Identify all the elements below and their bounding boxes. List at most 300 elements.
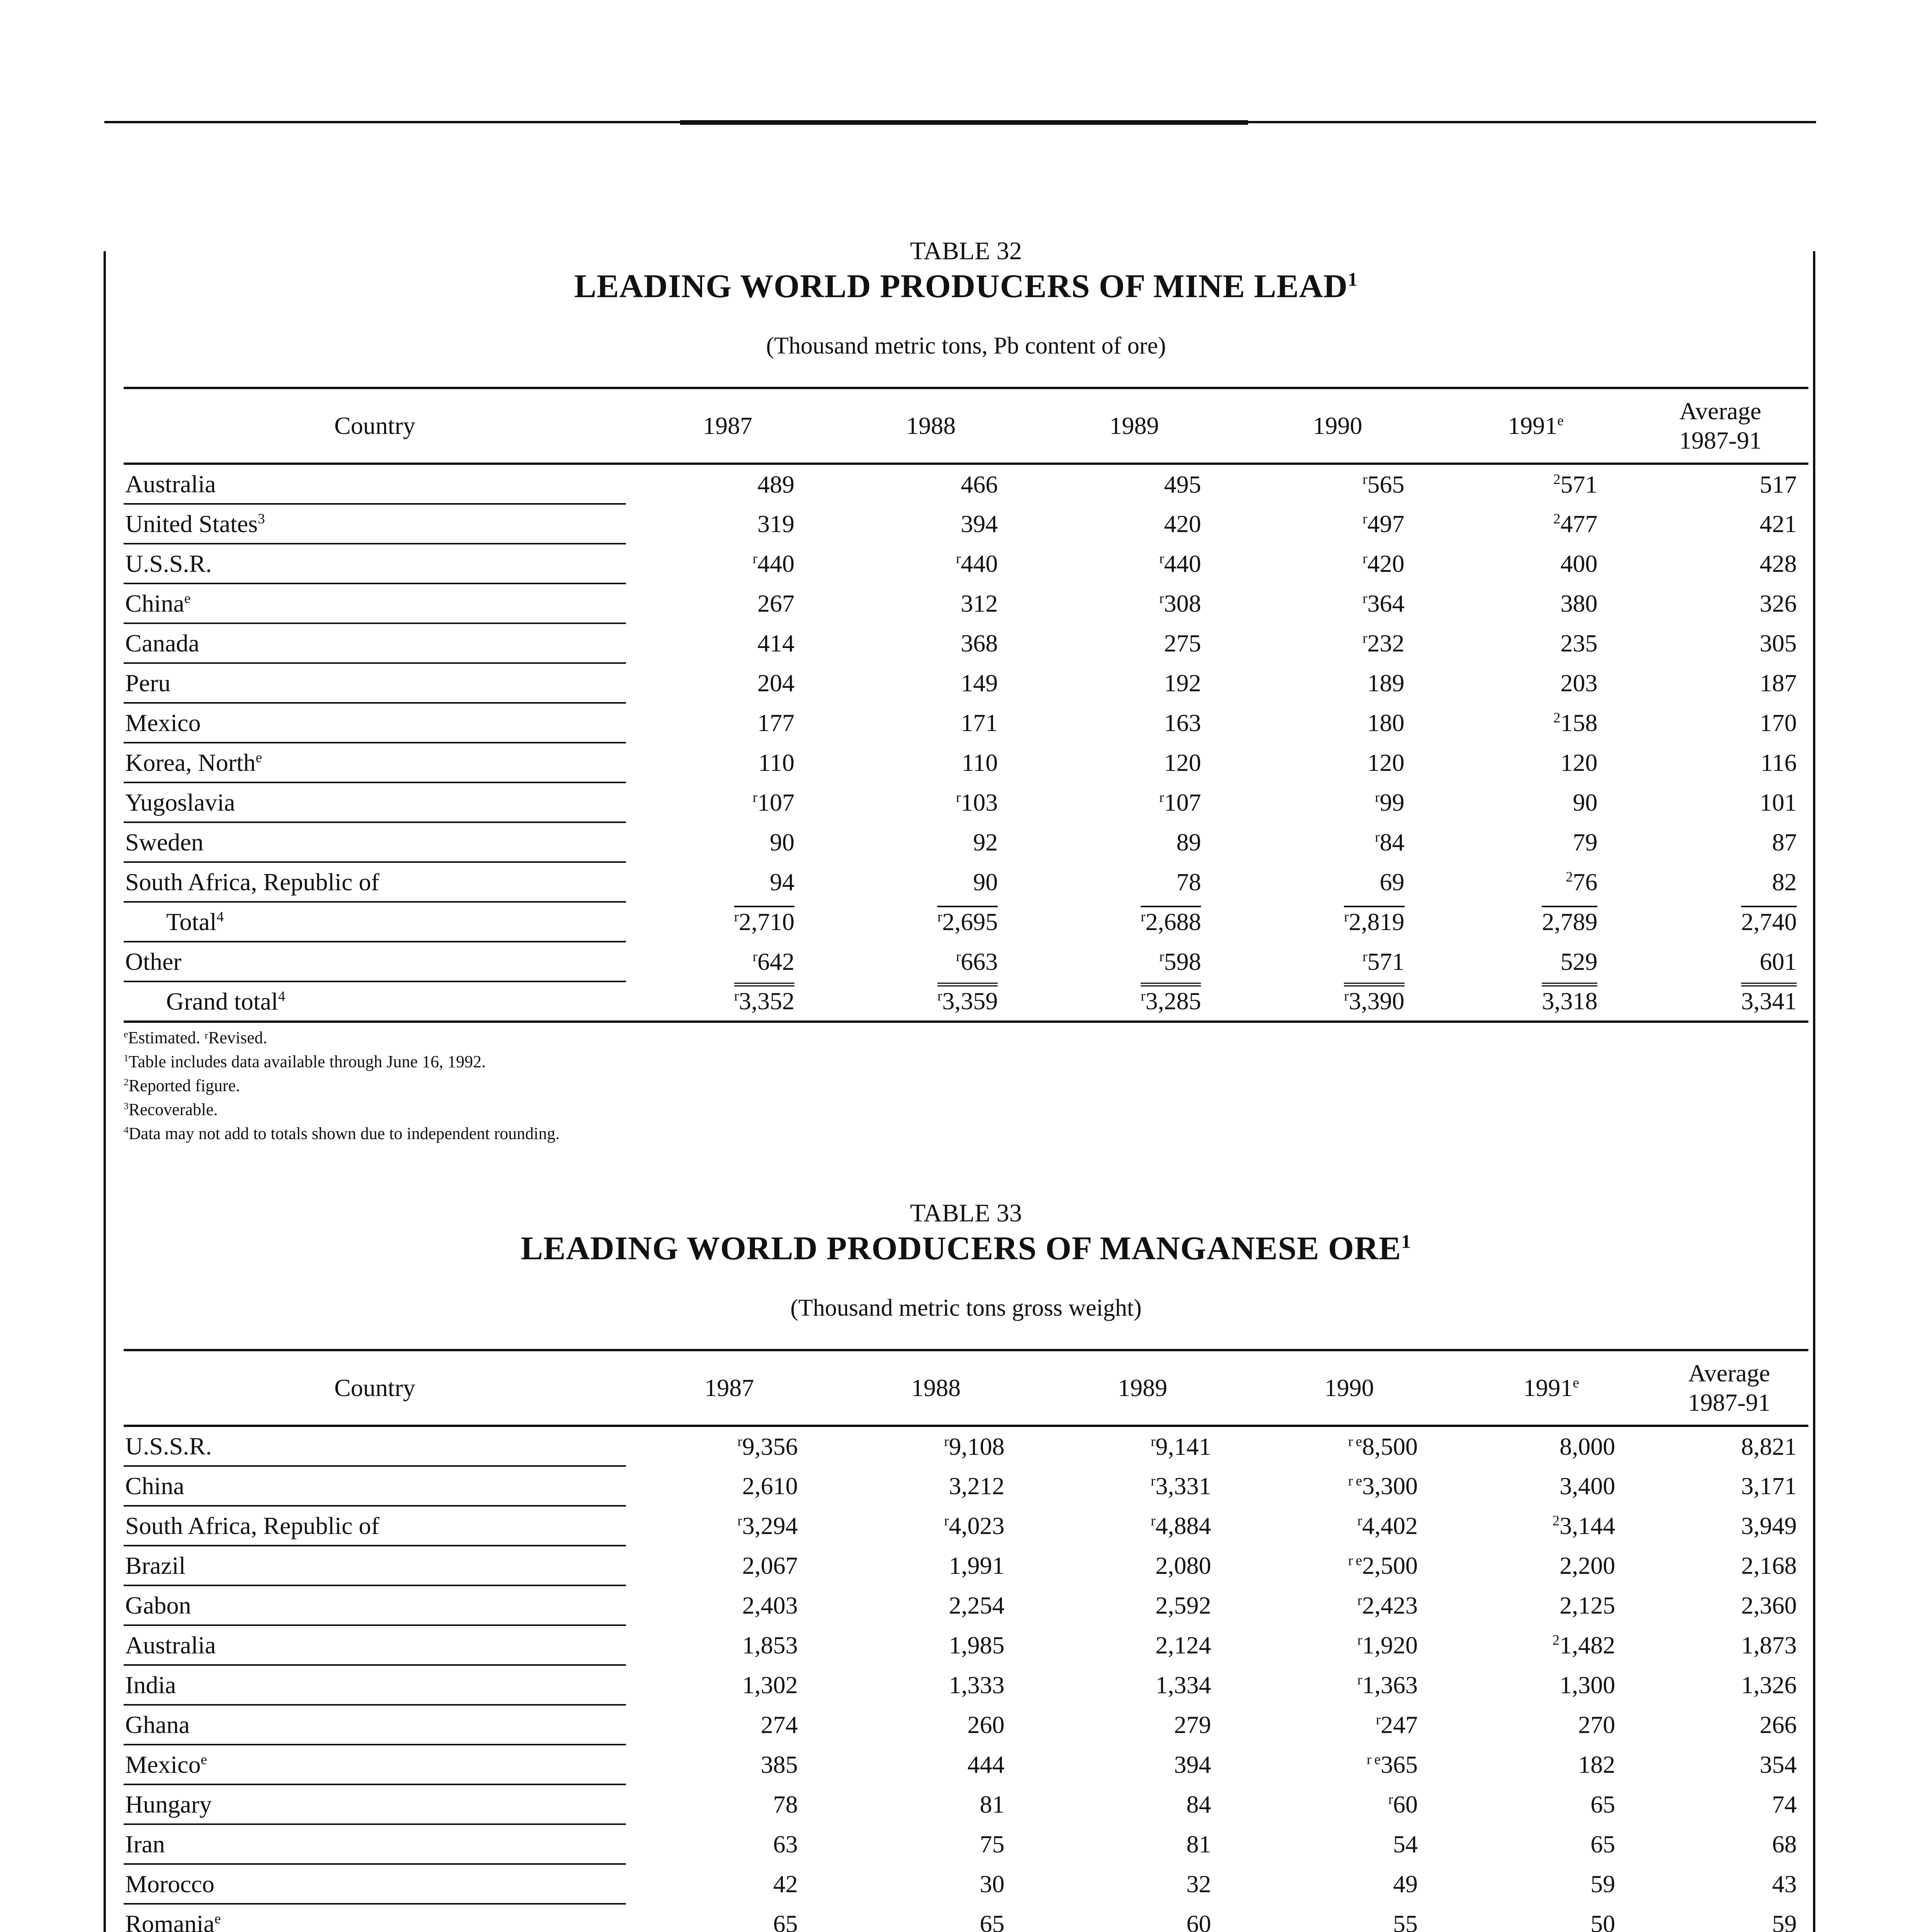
value-wrap — [737, 1512, 798, 1539]
value-text: 2,124 — [1155, 1631, 1211, 1659]
value-cell — [626, 1506, 833, 1546]
value-mark: r — [1362, 949, 1367, 965]
col-header-label: Average — [1688, 1359, 1770, 1387]
value-wrap — [1560, 1671, 1615, 1699]
value-text: 2,592 — [1155, 1591, 1211, 1619]
value-text: 571 — [1560, 470, 1598, 498]
table-row — [124, 504, 1808, 544]
value-wrap — [1772, 1791, 1797, 1818]
value-wrap — [1164, 629, 1201, 657]
value-mark: r e — [1348, 1553, 1362, 1569]
country-cell — [124, 1824, 626, 1864]
value-wrap — [1141, 906, 1201, 935]
table-row — [124, 1824, 1808, 1864]
value-wrap — [1566, 868, 1598, 896]
value-text: 601 — [1760, 947, 1797, 975]
value-text: 78 — [773, 1790, 798, 1818]
value-cell — [1032, 663, 1236, 703]
table-row — [124, 583, 1808, 623]
value-text: 3,318 — [1542, 987, 1598, 1015]
value-cell — [626, 703, 829, 743]
value-wrap — [1772, 868, 1797, 896]
value-wrap — [1741, 906, 1797, 935]
value-wrap — [1760, 510, 1797, 537]
footnote-mark: 2 — [124, 1076, 129, 1088]
value-wrap — [1174, 1751, 1211, 1778]
value-cell — [1246, 1864, 1452, 1904]
value-text: 8,000 — [1560, 1432, 1616, 1460]
value-wrap — [949, 1671, 1005, 1699]
value-wrap — [757, 471, 794, 498]
country-cell — [124, 623, 626, 663]
value-wrap — [1357, 1631, 1418, 1659]
value-text: 30 — [980, 1870, 1005, 1898]
value-text: 2,500 — [1362, 1551, 1418, 1579]
footnote-mark: 4 — [124, 1124, 129, 1136]
table-row — [124, 1864, 1808, 1904]
value-cell — [1632, 902, 1808, 942]
value-wrap — [1741, 983, 1797, 1015]
value-text: 571 — [1367, 947, 1405, 975]
value-wrap — [1367, 709, 1405, 736]
value-text: 266 — [1760, 1711, 1797, 1738]
value-mark: r — [1362, 630, 1367, 646]
value-cell — [1246, 1745, 1452, 1784]
country-name: United States — [125, 510, 258, 537]
value-text: 529 — [1560, 947, 1598, 975]
value-wrap — [742, 1552, 798, 1579]
value-wrap — [1362, 550, 1404, 577]
value-text: 319 — [757, 510, 795, 537]
value-text: 3,400 — [1560, 1472, 1616, 1500]
col-header: 1990 — [1246, 1350, 1452, 1426]
value-wrap — [973, 828, 998, 856]
value-wrap — [980, 1791, 1005, 1818]
value-mark: r — [1150, 1434, 1156, 1450]
value-text: 1,333 — [949, 1671, 1005, 1699]
value-cell — [626, 822, 829, 862]
value-text: 598 — [1164, 947, 1201, 975]
value-wrap — [1164, 510, 1201, 537]
value-cell — [833, 1904, 1039, 1932]
value-cell — [626, 1585, 833, 1625]
value-mark: r — [752, 551, 758, 567]
country-name: Sweden — [125, 828, 204, 856]
col-header: 1987 — [626, 1350, 833, 1426]
value-wrap — [1760, 629, 1797, 657]
value-cell — [1032, 782, 1236, 822]
table-number: TABLE 33 — [910, 1199, 1022, 1227]
footnote-line — [124, 1026, 1808, 1050]
value-wrap — [956, 948, 998, 975]
country-cell — [124, 663, 626, 703]
value-cell — [1632, 583, 1808, 623]
value-text: 247 — [1381, 1711, 1418, 1738]
col-header — [1439, 388, 1633, 464]
country-name: China — [125, 589, 184, 617]
value-cell — [1039, 1506, 1246, 1546]
table-row — [124, 862, 1808, 902]
value-text: 2,740 — [1741, 908, 1797, 935]
value-wrap — [1376, 1711, 1418, 1738]
value-wrap — [1164, 471, 1201, 498]
footnote-mark: 4 — [278, 988, 286, 1005]
country-cell — [124, 981, 626, 1022]
value-text: 120 — [1164, 748, 1201, 776]
value-cell — [1632, 981, 1808, 1022]
value-cell — [1039, 1705, 1246, 1745]
value-text: 1,853 — [742, 1631, 798, 1659]
value-wrap — [956, 550, 998, 577]
value-cell — [626, 782, 829, 822]
col-header-label: 1987-91 — [1688, 1389, 1770, 1416]
col-header-label: 1987-91 — [1679, 427, 1762, 454]
country-cell — [124, 504, 626, 544]
value-cell — [626, 1864, 833, 1904]
value-text: 3,285 — [1145, 987, 1201, 1015]
value-text: 2,125 — [1560, 1591, 1616, 1619]
value-text: 2,423 — [1362, 1591, 1418, 1619]
value-wrap — [1741, 1552, 1797, 1579]
value-wrap — [1367, 1751, 1418, 1778]
value-cell — [1236, 782, 1439, 822]
value-wrap — [980, 1830, 1005, 1858]
value-wrap — [1573, 789, 1597, 816]
col-header-label: 1991 — [1508, 412, 1558, 439]
value-cell — [829, 782, 1032, 822]
footnote-line — [124, 1074, 1808, 1098]
footnote-text: Data may not add to totals shown due to independent rounding. — [128, 1124, 560, 1143]
value-cell — [1246, 1466, 1452, 1506]
table-row — [124, 1665, 1808, 1705]
left-margin-rule — [104, 251, 106, 1932]
value-cell — [1452, 1585, 1650, 1625]
value-cell — [1439, 782, 1633, 822]
value-wrap — [980, 1870, 1005, 1898]
value-cell — [833, 1745, 1039, 1784]
value-wrap — [1174, 1711, 1211, 1738]
value-text: 60 — [1186, 1910, 1211, 1932]
value-text: 65 — [1590, 1790, 1616, 1818]
country-cell — [124, 464, 626, 504]
value-cell — [1650, 1705, 1808, 1745]
value-text: 2,789 — [1542, 908, 1598, 935]
value-cell — [829, 623, 1032, 663]
value-text: 103 — [961, 788, 998, 816]
col-header: 1988 — [833, 1350, 1039, 1426]
grand-row — [124, 981, 1808, 1022]
value-wrap — [734, 983, 794, 1015]
value-cell — [833, 1426, 1039, 1466]
value-wrap — [1560, 1472, 1615, 1500]
value-text: 120 — [1367, 748, 1405, 776]
value-cell — [1246, 1904, 1452, 1932]
value-cell — [1039, 1745, 1246, 1784]
value-text: 274 — [760, 1711, 798, 1738]
value-cell — [626, 1625, 833, 1665]
value-text: 3,359 — [942, 987, 998, 1015]
value-text: 69 — [1379, 868, 1405, 896]
value-text: 60 — [1393, 1790, 1418, 1818]
value-wrap — [1155, 1671, 1211, 1699]
value-wrap — [742, 1631, 798, 1659]
value-mark: r — [1141, 909, 1146, 925]
value-wrap — [1741, 1592, 1797, 1619]
value-wrap — [1772, 1870, 1797, 1898]
value-mark: 2 — [1553, 511, 1561, 527]
value-text: 189 — [1367, 669, 1405, 697]
value-text: 59 — [1590, 1870, 1616, 1898]
table-row — [124, 942, 1808, 981]
value-text: 187 — [1760, 669, 1797, 697]
col-header: 1987 — [626, 388, 829, 464]
value-cell — [833, 1824, 1039, 1864]
value-text: 65 — [980, 1910, 1005, 1932]
value-cell — [1452, 1784, 1650, 1824]
value-wrap — [1164, 709, 1201, 736]
table-row — [124, 1784, 1808, 1824]
value-cell — [829, 743, 1032, 782]
country-name: U.S.S.R. — [125, 549, 212, 577]
value-wrap — [1159, 789, 1201, 816]
value-wrap — [1357, 1592, 1418, 1619]
table-body — [124, 464, 1808, 1022]
top-rule-accent — [680, 120, 1248, 125]
footnote-line — [124, 1122, 1808, 1146]
value-wrap — [961, 590, 998, 617]
value-mark: r — [1357, 1672, 1362, 1688]
value-cell — [1632, 703, 1808, 743]
value-cell — [1236, 663, 1439, 703]
value-wrap — [1553, 1631, 1616, 1659]
value-text: 2,819 — [1349, 908, 1405, 935]
table-row — [124, 1904, 1808, 1932]
value-text: 59 — [1772, 1910, 1797, 1932]
value-text: 2,710 — [739, 908, 795, 935]
value-cell — [626, 743, 829, 782]
value-cell — [626, 1665, 833, 1705]
value-text: 420 — [1164, 510, 1201, 537]
country-name: Brazil — [125, 1551, 186, 1579]
value-cell — [829, 504, 1032, 544]
value-cell — [626, 1904, 833, 1932]
data-table — [124, 387, 1808, 1023]
value-cell — [626, 942, 829, 981]
value-text: 81 — [1186, 1830, 1211, 1858]
value-wrap — [757, 510, 794, 537]
data-table — [124, 1349, 1808, 1932]
value-wrap — [949, 1592, 1005, 1619]
value-wrap — [1362, 590, 1404, 617]
value-cell — [833, 1705, 1039, 1745]
value-text: 74 — [1772, 1790, 1797, 1818]
value-cell — [1032, 743, 1236, 782]
value-text: 1,363 — [1362, 1671, 1418, 1699]
value-wrap — [1141, 983, 1201, 1015]
value-text: 203 — [1560, 669, 1598, 697]
value-wrap — [1741, 1433, 1797, 1460]
table-units: (Thousand metric tons, Pb content of ore) — [766, 333, 1166, 359]
value-cell — [833, 1466, 1039, 1506]
value-cell — [626, 583, 829, 623]
table-row — [124, 544, 1808, 583]
value-text: 2,254 — [949, 1591, 1005, 1619]
value-text: 3,331 — [1155, 1472, 1211, 1500]
value-cell — [626, 464, 829, 504]
table-row — [124, 663, 1808, 703]
value-wrap — [1573, 828, 1597, 856]
country-cell — [124, 1904, 626, 1932]
value-cell — [626, 1426, 833, 1466]
total-row — [124, 902, 1808, 942]
value-text: 663 — [961, 947, 998, 975]
value-cell — [1452, 1466, 1650, 1506]
value-cell — [1236, 703, 1439, 743]
value-wrap — [1553, 709, 1598, 736]
value-wrap — [1375, 789, 1404, 816]
value-cell — [829, 981, 1032, 1022]
footnotes — [124, 1026, 1808, 1146]
value-text: 440 — [961, 549, 998, 577]
value-text: 94 — [770, 868, 795, 896]
value-cell — [833, 1506, 1039, 1546]
value-cell — [1246, 1625, 1452, 1665]
value-text: 3,212 — [949, 1472, 1005, 1500]
table-row — [124, 623, 1808, 663]
value-text: 192 — [1164, 669, 1201, 697]
value-text: 1,302 — [742, 1671, 798, 1699]
country-cell — [124, 1745, 626, 1784]
country-cell — [124, 1864, 626, 1904]
value-cell — [1236, 942, 1439, 981]
value-cell — [1039, 1466, 1246, 1506]
value-cell — [626, 504, 829, 544]
value-mark: r — [1376, 1712, 1381, 1728]
country-cell — [124, 862, 626, 902]
value-mark: r — [1357, 1592, 1362, 1609]
country-name: Peru — [125, 669, 171, 697]
value-cell — [1650, 1824, 1808, 1864]
value-wrap — [757, 709, 794, 736]
value-text: 497 — [1367, 510, 1405, 537]
value-text: 326 — [1760, 589, 1797, 617]
table-row — [124, 1506, 1808, 1546]
value-mark: r — [737, 1513, 742, 1529]
value-text: 182 — [1578, 1750, 1616, 1778]
value-cell — [1246, 1585, 1452, 1625]
value-wrap — [1772, 1910, 1797, 1932]
footnote-line — [124, 1050, 1808, 1074]
footnote-mark: 1 — [124, 1052, 129, 1064]
country-name: Grand total — [166, 987, 278, 1015]
value-wrap — [956, 789, 998, 816]
country-name: South Africa, Republic of — [125, 1512, 379, 1539]
country-name: Hungary — [125, 1790, 212, 1818]
value-wrap — [1741, 1512, 1797, 1539]
value-text: 78 — [1176, 868, 1201, 896]
value-text: 428 — [1760, 549, 1797, 577]
value-text: 43 — [1772, 1870, 1797, 1898]
value-wrap — [973, 868, 998, 896]
value-text: 232 — [1367, 629, 1405, 657]
value-mark: 2 — [1552, 1632, 1560, 1648]
country-name: India — [125, 1671, 176, 1699]
country-cell — [124, 902, 626, 942]
value-cell — [1246, 1705, 1452, 1745]
value-wrap — [1560, 948, 1597, 975]
value-wrap — [949, 1472, 1005, 1500]
value-cell — [1032, 981, 1236, 1022]
country-name: Yugoslavia — [125, 788, 235, 816]
value-text: 1,334 — [1155, 1671, 1211, 1699]
value-cell — [1439, 703, 1633, 743]
country-name: U.S.S.R. — [125, 1432, 212, 1460]
value-text: 1,920 — [1362, 1631, 1418, 1659]
value-text: 394 — [1174, 1750, 1211, 1778]
value-cell — [1236, 862, 1439, 902]
value-cell — [626, 902, 829, 942]
value-cell — [1452, 1665, 1650, 1705]
value-cell — [626, 663, 829, 703]
value-cell — [1032, 583, 1236, 623]
value-cell — [1452, 1824, 1650, 1864]
value-cell — [1439, 902, 1633, 942]
value-mark: r — [1388, 1791, 1393, 1808]
value-wrap — [1741, 1671, 1797, 1699]
value-mark: r — [1141, 988, 1146, 1004]
value-text: 354 — [1760, 1750, 1797, 1778]
value-text: 4,023 — [949, 1512, 1005, 1539]
value-wrap — [1164, 749, 1201, 776]
value-wrap — [980, 1910, 1005, 1932]
country-cell — [124, 1585, 626, 1625]
value-text: 8,821 — [1741, 1432, 1797, 1460]
value-cell — [833, 1665, 1039, 1705]
value-text: 642 — [757, 947, 795, 975]
value-cell — [1439, 544, 1633, 583]
value-wrap — [962, 749, 998, 776]
value-wrap — [1357, 1512, 1418, 1539]
value-cell — [1246, 1426, 1452, 1466]
value-wrap — [1159, 590, 1201, 617]
col-header: 1988 — [829, 388, 1032, 464]
value-cell — [1236, 504, 1439, 544]
country-name: Korea, North — [125, 748, 256, 776]
table-row — [124, 1426, 1808, 1466]
value-text: 49 — [1393, 1870, 1418, 1898]
value-text: 1,991 — [949, 1551, 1005, 1579]
value-cell — [1236, 623, 1439, 663]
value-wrap — [1590, 1870, 1615, 1898]
value-wrap — [773, 1830, 798, 1858]
value-text: 2,403 — [742, 1591, 798, 1619]
value-wrap — [937, 906, 998, 935]
value-text: 2,610 — [742, 1472, 798, 1500]
value-mark: r — [1159, 590, 1164, 607]
value-wrap — [757, 629, 794, 657]
value-mark: 2 — [1553, 710, 1561, 726]
value-text: 3,341 — [1741, 987, 1797, 1015]
value-mark: r e — [1348, 1434, 1362, 1450]
value-mark: r — [937, 988, 942, 1004]
value-mark: r — [1375, 829, 1380, 845]
value-cell — [626, 1745, 833, 1784]
value-wrap — [753, 550, 794, 577]
table-row — [124, 1705, 1808, 1745]
value-wrap — [1590, 1830, 1615, 1858]
value-text: 90 — [973, 868, 998, 896]
value-mark: r — [944, 1513, 949, 1529]
